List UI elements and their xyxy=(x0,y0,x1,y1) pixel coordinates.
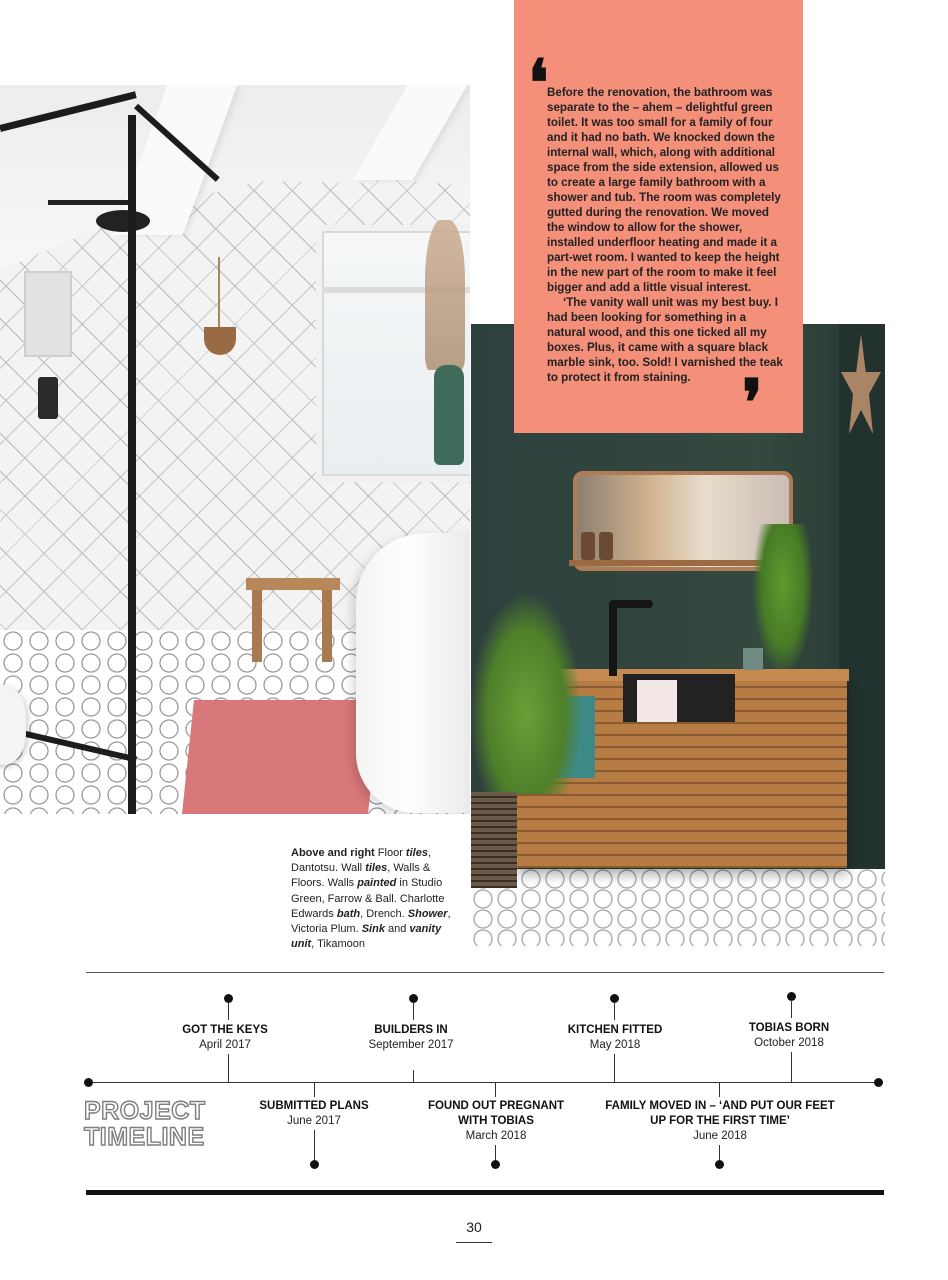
timeline-bottom-rule xyxy=(86,1190,884,1195)
timeline-event-family-moved-in: FAMILY MOVED IN – ‘AND PUT OUR FEET UP FOR THE FIRST TIME’ June 2018 xyxy=(605,1100,835,1142)
caption-part: Shower xyxy=(407,907,448,920)
potted-palm xyxy=(471,594,581,794)
hanging-plant xyxy=(204,327,236,355)
shower-valve xyxy=(38,377,58,419)
shower-head xyxy=(96,210,150,232)
timeline-end-dot xyxy=(874,1078,883,1087)
caption-part: painted xyxy=(357,877,397,890)
photo-caption xyxy=(291,846,463,952)
shower-niche xyxy=(24,271,72,357)
pink-bath-mat xyxy=(182,700,380,814)
quote-text xyxy=(547,85,785,385)
soap-bottle xyxy=(581,532,595,560)
open-quote-icon: ❛ xyxy=(528,46,549,121)
event-dot xyxy=(715,1160,724,1169)
timeline-start-dot xyxy=(84,1078,93,1087)
black-tap xyxy=(609,604,617,676)
bathroom-photo-left xyxy=(0,85,470,814)
freestanding-bath xyxy=(356,533,470,813)
event-dot xyxy=(491,1160,500,1169)
caption-body xyxy=(291,847,451,950)
caption-part: , Victoria Plum. xyxy=(291,907,451,936)
timeline-axis xyxy=(88,1082,878,1083)
page-number: 30 xyxy=(466,1219,482,1235)
timeline-event-submitted-plans: SUBMITTED PLANS June 2017 xyxy=(259,1100,369,1127)
event-dot xyxy=(310,1160,319,1169)
timeline-event-found-out-pregnant: FOUND OUT PREGNANT WITH TOBIAS March 2018 xyxy=(427,1100,565,1142)
caption-part: Sink xyxy=(361,923,385,936)
page-number-rule xyxy=(456,1242,492,1243)
timeline-top-rule xyxy=(86,972,884,973)
cup xyxy=(743,648,763,670)
quote-paragraph: ‘The vanity wall unit was my best buy. I had been looking for something in a natural wood, and this one ticked all my boxes. Plus, it came with a square black marble sink, too. Sold! I varnished the teak to protect it from staining. xyxy=(547,296,783,384)
caption-part: , Dantotsu. Wall xyxy=(291,847,431,875)
caption-part: vanity unit xyxy=(291,923,442,951)
timeline-event-got-keys: GOT THE KEYS April 2017 xyxy=(182,1024,268,1051)
pink-towel xyxy=(637,680,677,722)
caption-part: in Studio Green, Farrow & Ball. Charlotte Edwards xyxy=(291,877,445,920)
caption-part: tiles xyxy=(405,847,428,859)
woven-basket xyxy=(471,792,517,888)
caption-part: tiles xyxy=(365,862,388,875)
caption-part: and xyxy=(384,923,410,936)
timeline-event-kitchen-fitted: KITCHEN FITTED May 2018 xyxy=(567,1024,663,1051)
quote-box xyxy=(514,0,803,441)
timeline-event-tobias-born: TOBIAS BORN October 2018 xyxy=(748,1022,830,1049)
caption-lead: Above and right xyxy=(291,847,375,859)
pampas-grass xyxy=(425,220,465,370)
hexagon-floor-tiles xyxy=(471,869,885,946)
green-vase xyxy=(434,365,464,465)
caption-part: bath xyxy=(336,907,361,920)
quote-paragraph: Before the renovation, the bathroom was separate to the – ahem – delightful green toilet. It was too small for a family of four and it had no bath. We knocked down the internal wall, which, along with additional space from the side extension, allowed us to create a large family bathroom with a shower and tub. The room was completely gutted during the renovation. We moved the window to allow for the shower, installed underfloor heating and made it a part-wet room. I wanted to keep the height in the new part of the room to make it feel bigger and add a little visual interest. xyxy=(547,86,781,294)
caption-part: , Drench. xyxy=(360,907,408,920)
caption-part: Floor xyxy=(374,847,406,859)
timeline-heading: PROJECT TIMELINE xyxy=(84,1097,206,1151)
caption-part: , Tikamoon xyxy=(311,938,365,951)
wooden-stool xyxy=(246,578,340,590)
close-quote-icon: ❜ xyxy=(742,366,763,441)
caption-part: , Walls & Floors. Walls xyxy=(291,862,431,890)
timeline-event-builders-in: BUILDERS IN September 2017 xyxy=(368,1024,454,1051)
soap-bottle xyxy=(599,532,613,560)
shower-screen-frame xyxy=(128,115,136,814)
